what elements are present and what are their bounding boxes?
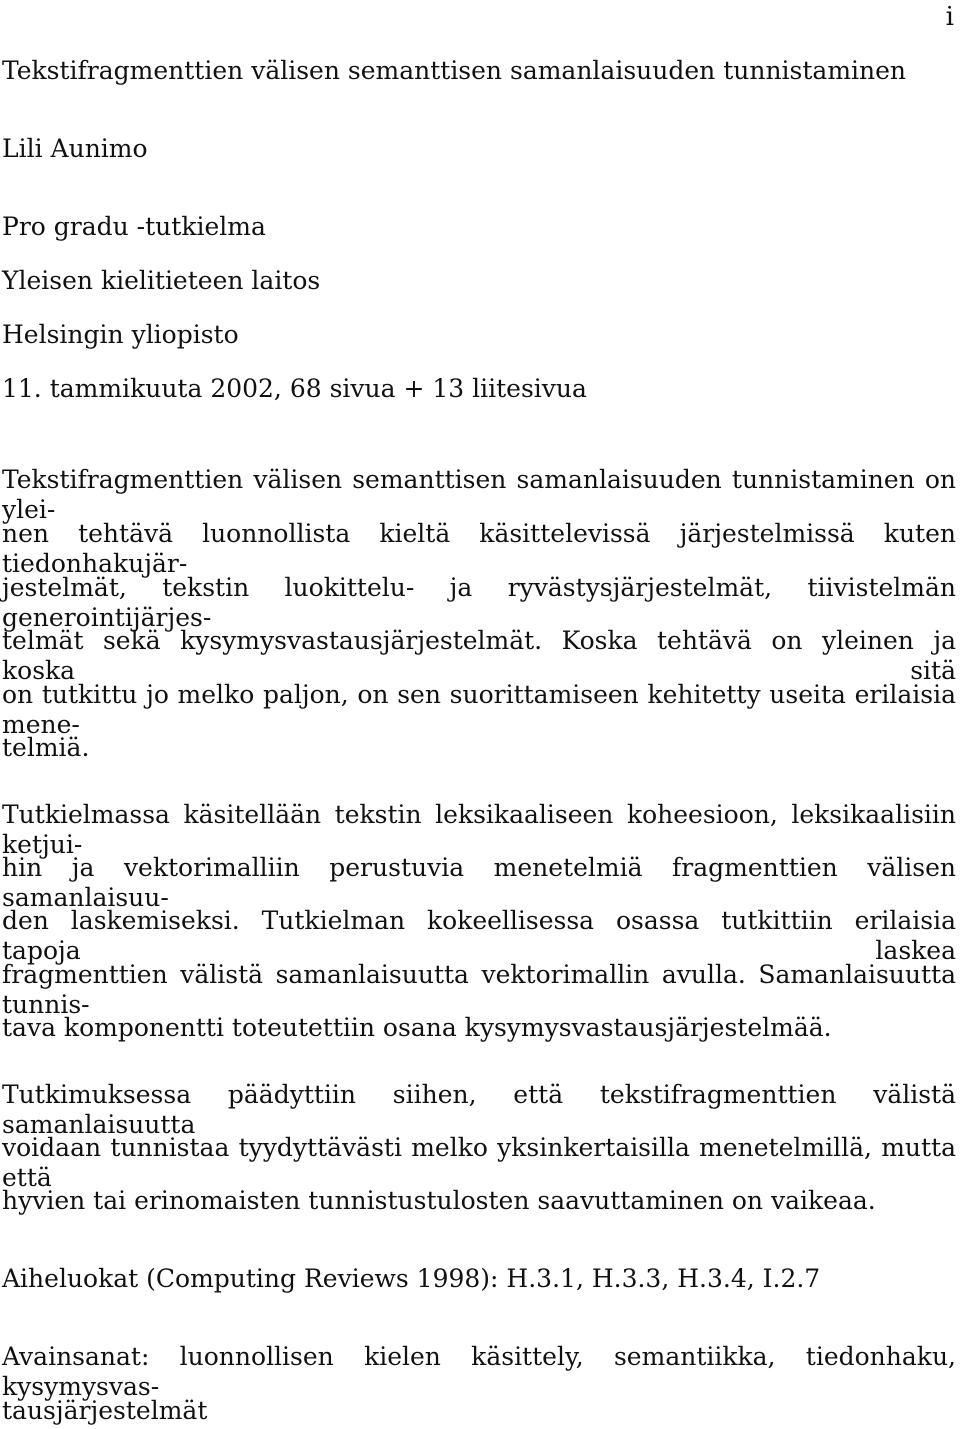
date-and-pages: 11. tammikuuta 2002, 68 sivua + 13 liitesivua bbox=[2, 374, 587, 403]
author-name: Lili Aunimo bbox=[2, 134, 148, 163]
text-line: tava komponentti toteutettiin osana kysymysvastausjärjestelmää. bbox=[2, 1013, 832, 1042]
keywords-line: Avainsanat: luonnollisen kielen käsittely, semantiikka, tiedonhaku, kysymysvas- bbox=[2, 1342, 956, 1401]
text-line: den laskemiseksi. Tutkielman kokeellisessa osassa tutkittiin erilaisia tapoja laskea bbox=[2, 906, 956, 965]
text-line: nen tehtävä luonnollista kieltä käsittelevissä järjestelmissä kuten tiedonhakujär- bbox=[2, 519, 956, 578]
text-line: hin ja vektorimalliin perustuvia menetelmiä fragmenttien välisen samanlaisuu- bbox=[2, 853, 956, 912]
text-line: Tutkimuksessa päädyttiin siihen, että tekstifragmenttien välistä samanlaisuutta bbox=[2, 1080, 956, 1139]
thesis-title: Tekstifragmenttien välisen semanttisen samanlaisuuden tunnistaminen bbox=[2, 56, 907, 85]
text-line: Tutkielmassa käsitellään tekstin leksikaaliseen koheesioon, leksikaalisiin ketjui- bbox=[2, 800, 956, 859]
text-line: telmät sekä kysymysvastausjärjestelmät. Koska tehtävä on yleinen ja koska sitä bbox=[2, 626, 956, 685]
text-line: fragmenttien välistä samanlaisuutta vektorimallin avulla. Samanlaisuutta tunnis- bbox=[2, 960, 956, 1019]
department: Yleisen kielitieteen laitos bbox=[2, 266, 321, 295]
text-line: telmiä. bbox=[2, 733, 90, 762]
text-line: voidaan tunnistaa tyydyttävästi melko yksinkertaisilla menetelmillä, mutta että bbox=[2, 1133, 956, 1192]
classification-line: Aiheluokat (Computing Reviews 1998): H.3.1, H.3.3, H.3.4, I.2.7 bbox=[2, 1264, 821, 1293]
page-number: i bbox=[945, 2, 954, 32]
text-line: jestelmät, tekstin luokittelu- ja ryvästysjärjestelmät, tiivistelmän generointijärjes- bbox=[2, 573, 956, 632]
text-line: hyvien tai erinomaisten tunnistustulosten saavuttaminen on vaikeaa. bbox=[2, 1186, 876, 1215]
thesis-type: Pro gradu -tutkielma bbox=[2, 212, 266, 241]
university: Helsingin yliopisto bbox=[2, 320, 239, 349]
text-line: on tutkittu jo melko paljon, on sen suorittamiseen kehitetty useita erilaisia mene- bbox=[2, 680, 956, 739]
keywords-line: tausjärjestelmät bbox=[2, 1396, 208, 1425]
text-line: Tekstifragmenttien välisen semanttisen samanlaisuuden tunnistaminen on ylei- bbox=[2, 465, 956, 524]
